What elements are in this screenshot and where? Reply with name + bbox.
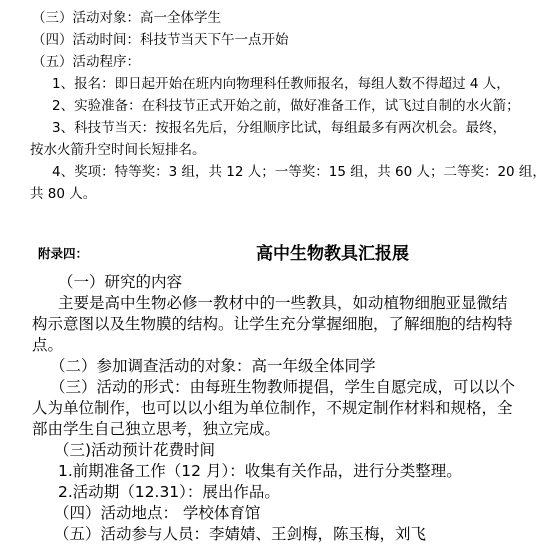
text-line: 主要是高中生物必修一教材中的一些教具，如动植物细胞亚显微结 (58, 294, 508, 312)
text-line: 1.前期准备工作（12 月）：收集有关作品，进行分类整理。 (58, 462, 462, 480)
text-line: 2.活动期（12.31）：展出作品。 (58, 483, 280, 501)
text-line: （五）活动参与人员：李婧婧、王剑梅，陈玉梅，刘飞 (54, 525, 427, 543)
text-line: 点。 (32, 336, 64, 354)
text-line: 4、奖项：特等奖：3 组，共 12 人；一等奖：15 组，共 60 人；二等奖：20 组， (52, 164, 546, 180)
text-line: 构示意图以及生物膜的结构。让学生充分掌握细胞，了解细胞的结构特 (32, 315, 513, 333)
text-line: 按水火箭升空时间长短排名。 (30, 142, 206, 158)
text-line: 人为单位制作，也可以以小组为单位制作，不规定制作材料和规格，全 (32, 399, 513, 417)
appendix-label: 附录四： (38, 246, 89, 261)
text-line: （一）研究的内容 (58, 273, 183, 291)
page-title: 高中生物教具汇报展 (256, 244, 409, 264)
text-line: 部由学生自己独立思考，独立完成。 (32, 420, 281, 438)
text-line: 共 80 人。 (30, 186, 97, 202)
text-line: 3、科技节当天：按报名先后，分组顺序比试，每组最多有两次机会。最终， (52, 120, 507, 136)
text-line: （三）活动的形式：由每班生物教师提倡，学生自愿完成，可以以个 (50, 378, 516, 396)
text-line: （四）活动地点： 学校体育馆 (54, 504, 261, 522)
text-line: （三）活动对象：高一全体学生 (32, 10, 221, 26)
text-line: （五）活动程序： (32, 54, 140, 70)
text-line: （四）活动时间：科技节当天下午一点开始 (32, 32, 289, 48)
text-line: 2、实验准备：在科技节正式开始之前，做好准备工作，试飞过自制的水火箭； (52, 98, 520, 114)
text-line: （二）参加调查活动的对象：高一年级全体同学 (50, 357, 376, 375)
text-line: （三)活动预计花费时间 (54, 441, 216, 459)
text-line: 1、报名：即日起开始在班内向物理科任教师报名，每组人数不得超过 4 人， (52, 76, 510, 92)
